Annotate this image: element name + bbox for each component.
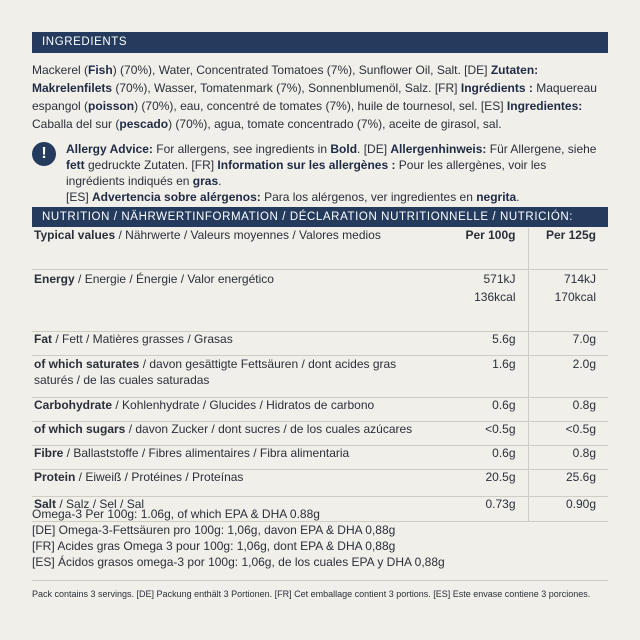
ingredients-de-label: Zutaten: Makrelenfilets: [32, 63, 539, 95]
allergy-fr-text-2: .: [218, 174, 222, 188]
value-100g: [452, 269, 528, 331]
ingredients-es-label: Ingredientes:: [506, 99, 583, 113]
value-125g: 2.0g: [528, 355, 608, 397]
typical-values-label: Typical values: [34, 228, 116, 242]
omega-line-fr: [FR] Acides gras Omega 3 pour 100g: 1,06g, dont EPA & DHA 0,88g: [32, 539, 396, 553]
nutrient-name-cell: [32, 469, 452, 496]
energy-kcal-100g: 136kcal: [474, 289, 516, 304]
nutrient-translations: / Kohlenhydrate / Glucides / Hidratos de carbono: [112, 397, 375, 412]
ingredients-fr-text-2: ) (70%), eau, concentré de tomates (7%), huile de tournesol, sel. [ES]: [134, 99, 507, 113]
nutrient-translations: / Ballaststoffe / Fibres alimentaires / Fibra alimentaria: [63, 445, 350, 460]
nutrient-translations: / Eiweiß / Protéines / Proteínas: [75, 469, 244, 484]
nutrition-table-header-row: [32, 228, 608, 269]
nutrient-label: Fat: [34, 331, 52, 346]
value-100g: 1.6g: [452, 355, 528, 397]
allergy-es-text-2: .: [516, 190, 520, 204]
pack-servings-note: Pack contains 3 servings. [DE] Packung enthält 3 Portionen. [FR] Cet emballage contient 3 portions. [ES] Este envase contiene 3 porciones.: [32, 589, 591, 599]
allergy-es-bold: negrita: [476, 190, 517, 204]
table-row: [32, 331, 608, 355]
table-row: [32, 355, 608, 397]
table-row: [32, 269, 608, 331]
nutrient-translations: / Fett / Matières grasses / Grasas: [52, 331, 233, 346]
nutrition-header: NUTRITION / NÄHRWERTINFORMATION / DÉCLARATION NUTRITIONNELLE / NUTRICIÓN:: [32, 207, 608, 227]
ingredients-en-text: Mackerel (: [32, 63, 89, 77]
ingredients-en-text-2: ) (70%), Water, Concentrated Tomatoes (7%), Sunflower Oil, Salt. [DE]: [112, 63, 491, 77]
allergy-fr-text: Pour les allergènes, voir les ingrédients indiqués en: [66, 158, 547, 188]
nutrient-name-cell: [32, 355, 452, 397]
nutrient-name-cell: [32, 331, 452, 355]
allergy-es-label: Advertencia sobre alérgenos:: [92, 190, 261, 204]
nutrient-label: Fibre: [34, 445, 64, 460]
ingredients-fr-label: Ingrédients :: [460, 81, 533, 95]
per-100g-label: Per 100g: [465, 228, 516, 242]
value-125g: [528, 269, 608, 331]
value-125g: 25.6g: [528, 469, 608, 496]
allergy-en-text-2: . [DE]: [357, 142, 391, 156]
value-125g: 0.90g: [528, 496, 608, 521]
allergy-en-bold: Bold: [330, 142, 358, 156]
allergen-fish-en: Fish: [88, 63, 113, 77]
allergy-de-text-2: gedruckte Zutaten. [FR]: [84, 158, 218, 172]
value-100g: <0.5g: [452, 421, 528, 445]
nutrient-label: of which sugars: [34, 421, 126, 436]
nutrient-label: of which saturates: [34, 356, 140, 371]
allergen-fish-fr: poisson: [88, 99, 135, 113]
value-125g: 0.8g: [528, 397, 608, 421]
value-100g: 5.6g: [452, 331, 528, 355]
typical-values-cell: [32, 228, 452, 269]
nutrient-translations: / Energie / Énergie / Valor energético: [74, 271, 274, 286]
ingredients-es-text-2: ) (70%), agua, tomate concentrado (7%), aceite de girasol, sal.: [168, 117, 502, 131]
nutrient-name-cell: [32, 421, 452, 445]
allergy-de-bold: fett: [66, 158, 85, 172]
nutrient-translations: / davon Zucker / dont sucres / de los cuales azúcares: [125, 421, 413, 436]
typical-values-rest: / Nährwerte / Valeurs moyennes / Valores medios: [115, 228, 381, 242]
value-125g: 0.8g: [528, 445, 608, 469]
omega-line-de: [DE] Omega-3-Fettsäuren pro 100g: 1,06g, davon EPA & DHA 0,88g: [32, 523, 396, 537]
value-125g: <0.5g: [528, 421, 608, 445]
energy-kj-125g: 714kJ: [563, 271, 596, 286]
allergy-advice: [66, 141, 606, 205]
allergy-de-label: Allergenhinweis:: [390, 142, 487, 156]
value-100g: 0.6g: [452, 397, 528, 421]
allergy-fr-bold: gras: [192, 174, 219, 188]
nutrient-translations: / Salz / Sel / Sal: [56, 496, 145, 511]
ingredients-es-text: Caballa del sur (: [32, 117, 120, 131]
value-100g: 0.6g: [452, 445, 528, 469]
nutrient-name-cell: [32, 269, 452, 331]
allergy-en-label: Allergy Advice:: [66, 142, 153, 156]
ingredients-fr-text: Maquereau espangol (: [32, 81, 597, 113]
ingredients-header: INGREDIENTS: [32, 32, 608, 53]
divider: [32, 580, 608, 581]
allergy-fr-label: Information sur les allergènes :: [217, 158, 396, 172]
nutrient-name-cell: [32, 445, 452, 469]
ingredients-de-text: (70%), Wasser, Tomatenmark (7%), Sonnenblumenöl, Salz. [FR]: [112, 81, 461, 95]
allergy-de-text: Für Allergene, siehe: [486, 142, 597, 156]
table-row: [32, 445, 608, 469]
nutrient-label: Protein: [34, 469, 76, 484]
per-100g-header: [452, 228, 528, 269]
table-row: [32, 421, 608, 445]
omega-3-info: [32, 506, 606, 570]
nutrient-name-cell: [32, 397, 452, 421]
energy-kcal-125g: 170kcal: [554, 289, 596, 304]
omega-line-en: Omega-3 Per 100g: 1.06g, of which EPA & DHA 0.88g: [32, 507, 320, 521]
nutrient-label: Energy: [34, 271, 75, 286]
nutrient-label: Carbohydrate: [34, 397, 113, 412]
allergy-es-text: Para los alérgenos, ver ingredientes en: [260, 190, 477, 204]
nutrient-translations: / davon gesättigte Fettsäuren / dont acides gras saturés / de las cuales saturadas: [34, 356, 397, 387]
table-row: [32, 397, 608, 421]
ingredients-text: [32, 61, 606, 133]
value-100g: 20.5g: [452, 469, 528, 496]
table-row: [32, 469, 608, 496]
per-125g-header: [528, 228, 608, 269]
energy-kj-100g: 571kJ: [483, 271, 516, 286]
nutrition-table: [32, 228, 608, 522]
per-125g-label: Per 125g: [545, 228, 596, 242]
exclamation-icon: !: [32, 142, 56, 166]
omega-line-es: [ES] Ácidos grasos omega-3 por 100g: 1,06g, de los cuales EPA y DHA 0,88g: [32, 555, 445, 569]
allergy-es-prefix: [ES]: [66, 190, 93, 204]
nutrient-label: Salt: [34, 496, 57, 511]
value-100g: 0.73g: [452, 496, 528, 521]
allergen-fish-es: pescado: [119, 117, 169, 131]
allergy-en-text: For allergens, see ingredients in: [152, 142, 331, 156]
value-125g: 7.0g: [528, 331, 608, 355]
